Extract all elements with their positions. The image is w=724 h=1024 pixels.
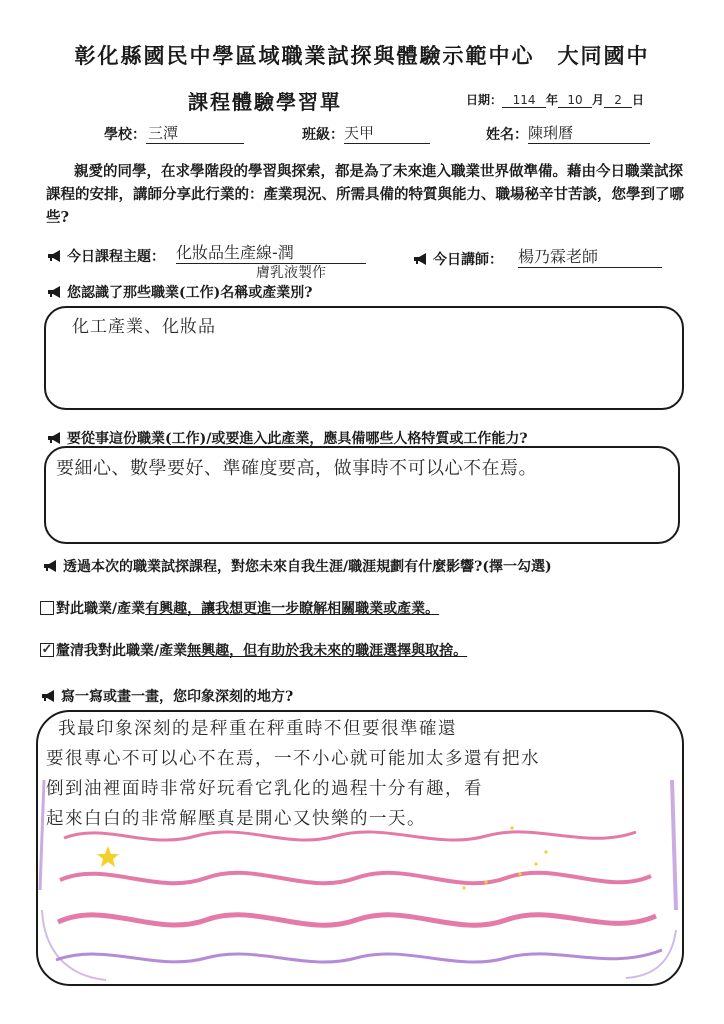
option-interested-post: ，讓我想更進一步瞭解相關職業或產業。 xyxy=(187,601,440,617)
class-value: 天甲 xyxy=(344,122,430,144)
school-value: 三潭 xyxy=(146,122,244,144)
question-1-text: 您認識了那些職業(工作)名稱或產業別? xyxy=(67,285,313,301)
drawing-text-line1: 我最印象深刻的是秤重在秤重時不但要很準確還 xyxy=(58,719,457,739)
option-interested-pre: 對此職業/產業 xyxy=(56,601,146,617)
option-not-interested-pre: 釐清我對此職業/產業 xyxy=(56,643,188,659)
drawing-text-line3: 倒到油裡面時非常好玩看它乳化的過程十分有趣，看 xyxy=(46,779,483,799)
option-interested[interactable] xyxy=(40,598,439,618)
date-field xyxy=(466,91,644,108)
class-label: 班級： xyxy=(302,127,344,143)
date-label: 日期： xyxy=(466,93,503,107)
month-label: 月 xyxy=(592,93,605,107)
answer-1-text: 化工產業、化妝品 xyxy=(72,317,216,337)
school-field xyxy=(104,122,244,144)
megaphone-icon xyxy=(46,432,64,444)
megaphone-icon xyxy=(412,253,430,265)
teacher-field xyxy=(412,249,503,269)
topic-line2: 膚乳液製作 xyxy=(256,265,326,281)
name-field xyxy=(486,122,650,144)
megaphone-icon xyxy=(40,690,58,702)
drawing-text-line4: 起來白白的非常解壓真是開心又快樂的一天。 xyxy=(46,809,426,829)
question-3-text: 透過本次的職業試探課程，對您未來自我生涯/職涯規劃有什麼影響?(擇一勾選) xyxy=(63,559,552,575)
name-label: 姓名： xyxy=(486,127,528,143)
megaphone-icon xyxy=(46,286,64,298)
topic-line1: 化妝品生產線-潤 xyxy=(176,240,366,264)
date-day: 2 xyxy=(604,93,632,108)
date-year: 114 xyxy=(502,93,546,108)
teacher-label: 今日講師： xyxy=(433,252,503,268)
option-not-interested-post: ，但有助於我未來的職涯選擇與取捨。 xyxy=(229,643,468,659)
megaphone-icon xyxy=(42,560,60,572)
question-4 xyxy=(40,686,293,706)
date-month: 10 xyxy=(558,93,592,108)
school-label: 學校： xyxy=(104,127,146,143)
megaphone-icon xyxy=(46,250,64,262)
question-3 xyxy=(42,556,552,576)
question-2-text: 要從事這份職業(工作)/或要進入此產業，應具備哪些人格特質或工作能力? xyxy=(67,431,528,447)
teacher-value: 楊乃霖老師 xyxy=(518,244,662,268)
worksheet-subtitle: 課程體驗學習單 xyxy=(188,90,342,114)
option-not-interested-checkbox[interactable]: ✓ xyxy=(41,642,53,657)
year-label: 年 xyxy=(546,93,559,107)
option-interested-checkbox[interactable] xyxy=(40,601,54,615)
question-2 xyxy=(46,428,528,448)
option-not-interested[interactable] xyxy=(40,640,467,660)
question-1 xyxy=(46,282,312,302)
option-interested-key: 有興趣 xyxy=(145,601,188,617)
topic-label: 今日課程主題： xyxy=(67,249,165,265)
name-value: 陳琍曆 xyxy=(528,122,650,144)
option-not-interested-key: 無興趣 xyxy=(187,643,230,659)
page-title: 彰化縣國民中學區域職業試探與體驗示範中心 大同國中 xyxy=(74,43,650,68)
class-field xyxy=(302,122,430,144)
topic-field xyxy=(46,246,165,266)
intro-paragraph: 親愛的同學，在求學階段的學習與探索，都是為了未來進入職業世界做準備。藉由今日職業試探課程的安排，講師分享此行業的：產業現況、所需具備的特質與能力、職場秘辛甘苦談，您學到了哪些? xyxy=(46,163,684,226)
answer-2-text: 要細心、數學要好、準確度要高，做事時不可以心不在焉。 xyxy=(56,458,537,479)
day-label: 日 xyxy=(632,93,645,107)
question-4-text: 寫一寫或畫一畫，您印象深刻的地方? xyxy=(61,689,294,705)
drawing-text-line2: 要很專心不可以心不在焉，一不小心就可能加太多還有把水 xyxy=(46,749,540,769)
